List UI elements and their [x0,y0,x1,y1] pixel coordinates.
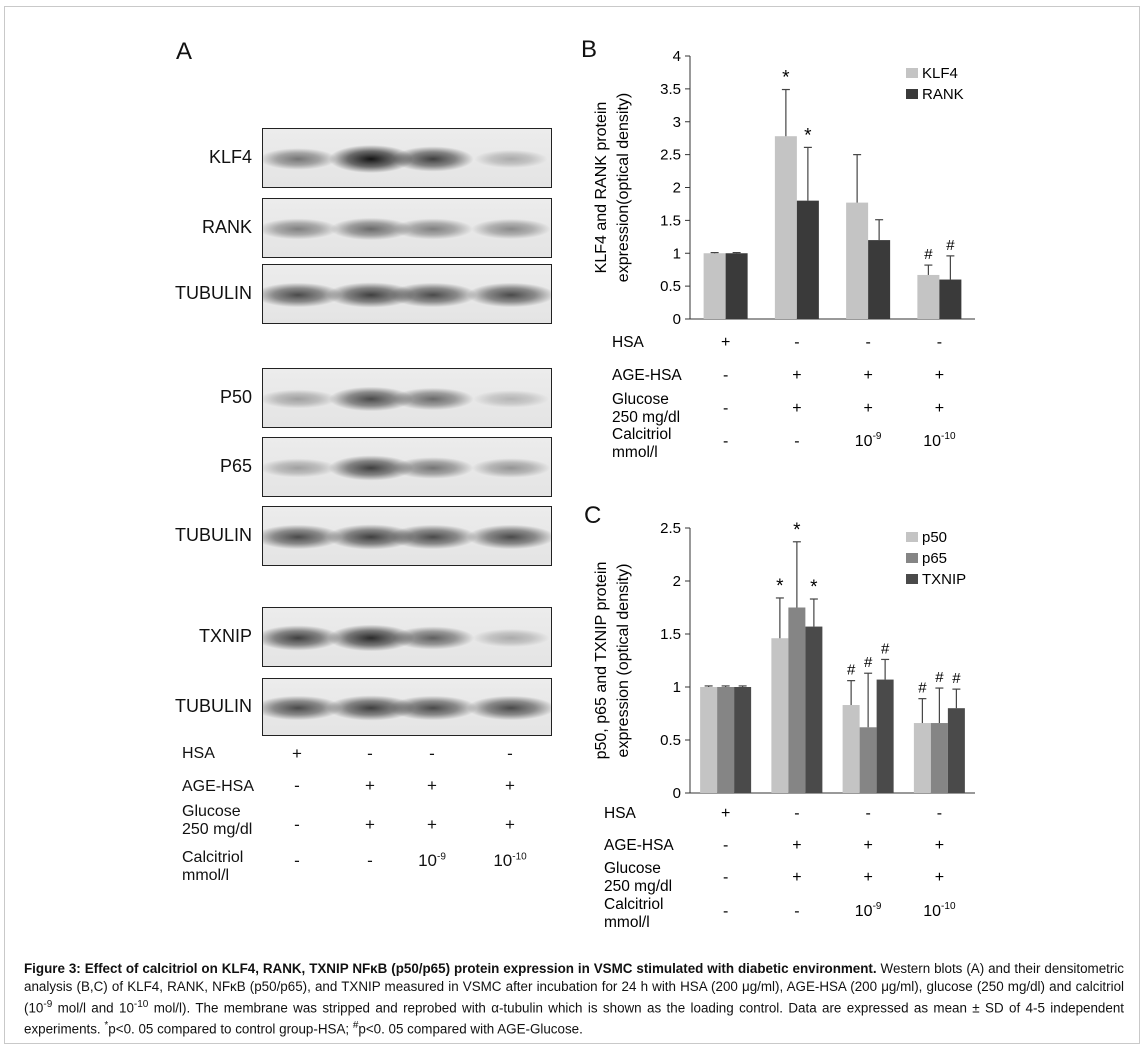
cond-sign: + [292,744,302,763]
cond-sign: - [294,815,300,834]
cond-label-hsa: HSA [182,745,215,762]
bar-txnip [734,687,751,793]
y-tick-label: 1 [672,679,681,696]
cond-sign: + [792,837,802,854]
cond-sign-calcitriol: - [294,851,300,870]
panel-c-label: C [584,502,602,529]
blot-label-tubulin: TUBULIN [174,525,252,545]
cond-sign: - [865,334,871,351]
cond-sign: + [720,805,731,822]
y-tick-label: 2.5 [660,520,681,537]
cond-sign-calcitriol: $10^{-10}$ [923,431,956,450]
cond-sign: - [367,744,373,763]
blot-rank-1 [262,198,552,258]
blot-p65-4 [262,437,552,497]
significance-mark: * [782,67,790,89]
y-tick-label: 3.5 [660,80,681,98]
blot-tubulin-7 [262,678,552,736]
legend-swatch-rank [906,89,918,99]
cond-sign: + [365,815,375,834]
bar-klf4 [846,203,868,319]
legend-swatch-p65 [906,553,918,563]
cond-sign: - [936,334,943,351]
blot-txnip-6 [262,607,552,667]
legend-swatch-p50 [906,532,918,542]
cond-sign: + [427,776,437,795]
legend-label-klf4: KLF4 [922,65,958,82]
bar-p65 [788,608,805,794]
bar-rank [939,280,961,319]
cond-sign: - [865,805,871,822]
cond-label-age-hsa: AGE-HSA [612,367,682,384]
cond-label-glucose: Glucose [604,860,661,877]
cond-label-age-hsa: AGE-HSA [604,837,674,854]
cond-sign-calcitriol: $10^{-9}$ [418,851,446,870]
caption-hash: # [352,1020,359,1032]
significance-mark: # [924,246,933,264]
y-tick-label: 1 [672,245,681,263]
cond-sign-calcitriol: - [794,433,800,450]
cond-label-calcitriol: Calcitriol [604,896,664,913]
y-tick-label: 0 [672,311,681,328]
significance-mark: # [880,640,890,658]
blot-label-rank: RANK [201,217,252,237]
cond-sign: + [792,869,802,886]
cond-sign: + [934,367,945,384]
bar-klf4 [917,275,939,319]
bar-p65 [717,687,734,793]
legend-label-p50: p50 [922,529,948,546]
cond-sign: + [792,400,802,417]
bar-p50 [914,723,931,793]
cond-sign: - [722,869,729,886]
bar-rank [797,201,819,319]
y-tick-label: 2.5 [660,146,681,164]
y-axis-label-2: expression (optical density) [615,563,632,758]
caption-exp-1: -9 [43,999,53,1010]
significance-mark: # [846,661,856,679]
significance-mark: # [952,670,961,688]
blot-p50-3 [262,368,552,428]
caption-star: * [104,1020,109,1032]
y-tick-label: 2 [672,179,681,197]
y-tick-label: 0.5 [660,732,681,749]
bar-txnip [948,708,965,793]
cond-label-glucose-unit: 250 mg/dl [604,878,673,895]
cond-sign: + [792,367,802,384]
significance-mark: * [804,125,812,147]
cond-sign: - [722,400,729,417]
blot-label-p65: P65 [219,456,252,476]
bar-klf4 [775,136,797,319]
cond-sign: - [507,744,513,763]
bar-p65 [860,727,877,793]
cond-sign: + [934,869,945,886]
cond-sign: - [722,837,729,854]
caption-title: Figure 3: Effect of calcitriol on KLF4, RANK, TXNIP NFκB (p50/p65) protein expression in VSMC stimulated with diabetic environment. [24,961,877,976]
blot-label-txnip: TXNIP [198,626,252,646]
cond-label-calcitriol-unit: mmol/l [612,444,658,461]
legend-label-txnip: TXNIP [922,571,967,588]
significance-mark: * [776,575,784,597]
bar-p65 [931,723,948,793]
y-tick-label: 0.5 [660,278,681,296]
caption-body-4: p<0. 05 compared to control group-HSA; [108,1021,353,1037]
y-tick-label: 3 [672,113,681,131]
cond-sign-calcitriol: $10^{-10}$ [923,901,956,920]
cond-sign: + [863,367,873,384]
legend-swatch-klf4 [906,68,918,78]
cond-sign-calcitriol: $10^{-9}$ [854,901,882,920]
cond-label-calcitriol-unit: mmol/l [182,867,230,884]
cond-label-hsa: HSA [612,334,644,351]
cond-sign: + [863,869,873,886]
y-tick-label: 2 [672,573,681,590]
figure-caption [24,960,1124,1039]
significance-mark: * [793,519,801,541]
bar-rank [726,253,748,319]
bar-txnip [877,680,894,793]
cond-label-glucose: Glucose [612,391,669,408]
y-axis-label-2: expression(optical density) [615,92,632,283]
cond-label-calcitriol-unit: mmol/l [604,914,650,931]
bar-klf4 [704,253,726,319]
cond-sign: - [794,805,800,822]
cond-sign-calcitriol: $10^{-10}$ [493,851,527,870]
y-axis-label: KLF4 and RANK protein [593,101,610,274]
bar-p50 [771,638,788,793]
cond-sign-calcitriol: - [722,903,729,920]
cond-sign-calcitriol: - [367,851,373,870]
bar-txnip [805,627,822,793]
cond-sign: + [720,334,731,351]
legend-label-rank: RANK [922,86,964,103]
panel-b-label: B [581,36,598,63]
cond-sign: + [863,400,873,417]
blot-label-tubulin: TUBULIN [174,283,252,303]
cond-label-calcitriol: Calcitriol [182,849,244,866]
cond-sign: + [365,776,375,795]
cond-sign-calcitriol: - [794,903,800,920]
y-axis-label: p50, p65 and TXNIP protein [593,561,610,760]
chart-c [590,510,990,950]
caption-body-3: mol/l). The membrane was stripped and reprobed with α-tubulin which is shown as the loading control. Data are expressed as mean ± SD of 4-5 independent experiments. [24,1000,1124,1037]
blot-label-tubulin: TUBULIN [174,696,252,716]
bar-p50 [843,705,860,793]
significance-mark: * [810,577,818,599]
significance-mark: # [863,654,873,672]
cond-label-hsa: HSA [604,805,636,822]
caption-body-1: Western blots (A) and their densitometric analysis (B,C) of KLF4, RANK, NFκB (p50/p65), and TXNIP measured in VSMC after incubation for 24 h with HSA (200 μg/ml), AGE-HSA (200 μg/ml), glucose (250 mg/dl) and calcitriol (10 [24,961,1124,1016]
legend-swatch-txnip [906,574,918,584]
cond-sign-calcitriol: $10^{-9}$ [854,431,882,450]
blot-label-klf4: KLF4 [208,147,252,167]
cond-sign: + [863,837,873,854]
y-tick-label: 4 [672,48,681,65]
caption-exp-2: -10 [133,999,149,1010]
chart-b [590,40,990,480]
cond-sign: + [505,815,515,834]
caption-body-2: mol/l and 10 [52,1000,134,1016]
cond-sign: + [427,815,437,834]
cond-sign: - [294,776,300,795]
significance-mark: # [935,669,944,687]
bar-p50 [700,687,717,793]
cond-label-age-hsa: AGE-HSA [182,778,255,795]
legend-label-p65: p65 [922,550,948,567]
cond-sign: - [794,334,800,351]
significance-mark: # [946,236,955,254]
blot-tubulin-2 [262,264,552,324]
blot-klf4-0 [262,128,552,188]
y-tick-label: 1.5 [660,212,681,230]
bar-rank [868,240,890,319]
cond-label-glucose-unit: 250 mg/dl [612,409,681,426]
cond-label-glucose: Glucose [182,803,241,820]
cond-sign: + [934,837,945,854]
cond-sign: + [934,400,945,417]
caption-body-5: p<0. 05 compared with AGE-Glucose. [358,1021,583,1037]
significance-mark: # [918,679,927,697]
blot-label-p50: P50 [219,387,252,407]
y-tick-label: 1.5 [660,626,681,643]
cond-sign-calcitriol: - [722,433,729,450]
cond-sign: + [505,776,515,795]
cond-label-glucose-unit: 250 mg/dl [182,821,253,838]
panel-a-label: A [176,38,193,65]
cond-sign: - [936,805,943,822]
cond-sign: - [429,744,435,763]
blot-tubulin-5 [262,506,552,566]
cond-label-calcitriol: Calcitriol [612,426,672,443]
y-tick-label: 0 [672,785,681,802]
cond-sign: - [722,367,729,384]
